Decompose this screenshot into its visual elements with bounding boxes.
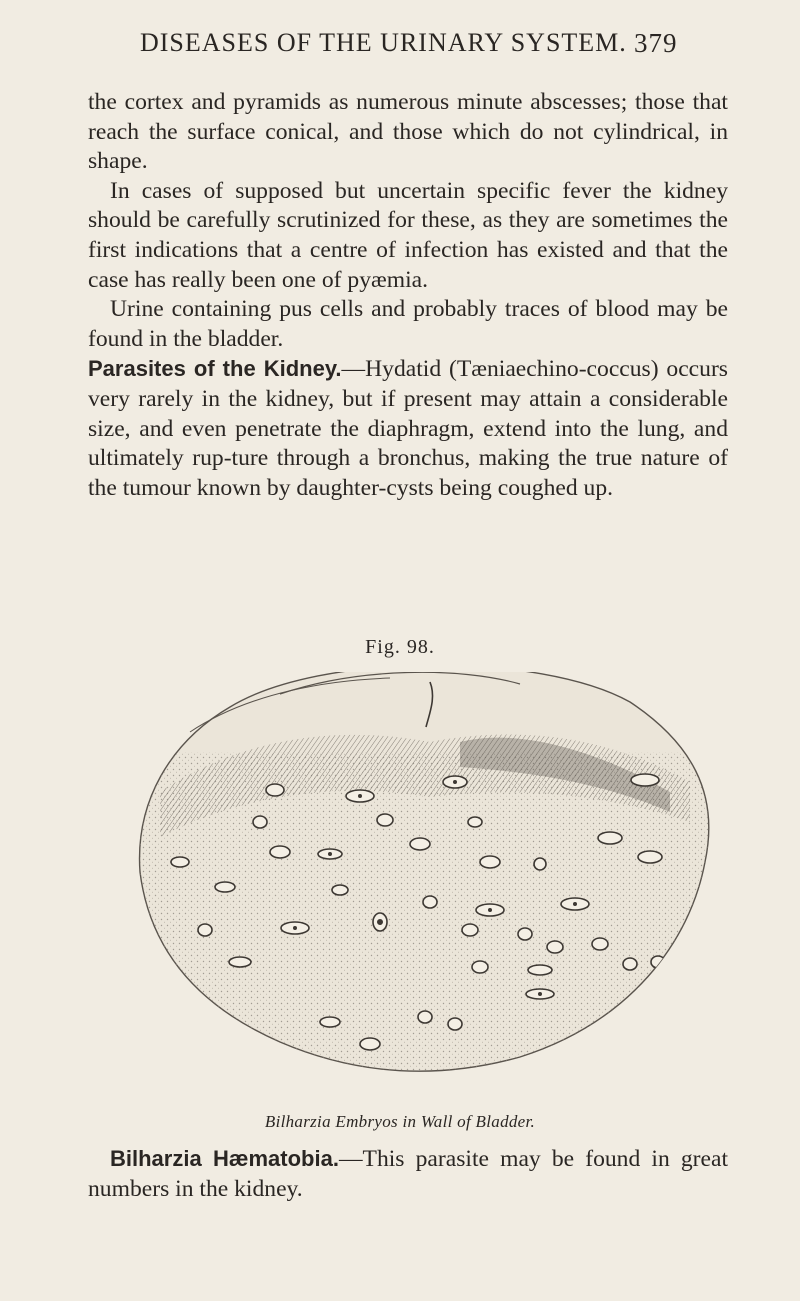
figure-illustration <box>130 672 720 1072</box>
section-heading-bilharzia: Bilharzia Hæmatobia. <box>110 1146 339 1171</box>
bilharzia-embryos-engraving <box>130 672 720 1072</box>
running-head-title: DISEASES OF THE URINARY SYSTEM. <box>140 28 627 57</box>
paragraph-parasites-text: —Hydatid (Tæniaechino-coccus) occurs very rarely in the kidney, but if present may attain a considerable size, and even penetrate the diaphragm, extend into the lung, and ultimately rup-ture through a bronchus, making the true nature of the tumour known by daughter-cysts being coughed up. <box>88 356 728 501</box>
figure-caption: Bilharzia Embryos in Wall of Bladder. <box>264 1112 536 1131</box>
bottom-text <box>88 1144 728 1204</box>
paragraph-abscesses: the cortex and pyramids as numerous minute abscesses; those that reach the surface conical, and those which do not cylindrical, in shape. <box>88 89 728 175</box>
section-heading-parasites: Parasites of the Kidney. <box>88 356 342 382</box>
paragraph-urine: Urine containing pus cells and probably traces of blood may be found in the bladder. <box>88 296 728 352</box>
paragraph-parasites <box>88 354 728 503</box>
figure-label: Fig. 98. <box>365 636 435 658</box>
page-number: 379 <box>634 28 678 58</box>
paragraph-bilharzia-text: —This parasite may be found in great numbers in the kidney. <box>88 1146 729 1202</box>
paragraph-fever: In cases of supposed but uncertain specific fever the kidney should be carefully scrutinized for these, as they are sometimes the first indications that a centre of infection has existed and that the case has really been one of pyæmia. <box>88 177 728 293</box>
body-text <box>88 88 728 503</box>
paragraph-bilharzia <box>88 1144 728 1204</box>
